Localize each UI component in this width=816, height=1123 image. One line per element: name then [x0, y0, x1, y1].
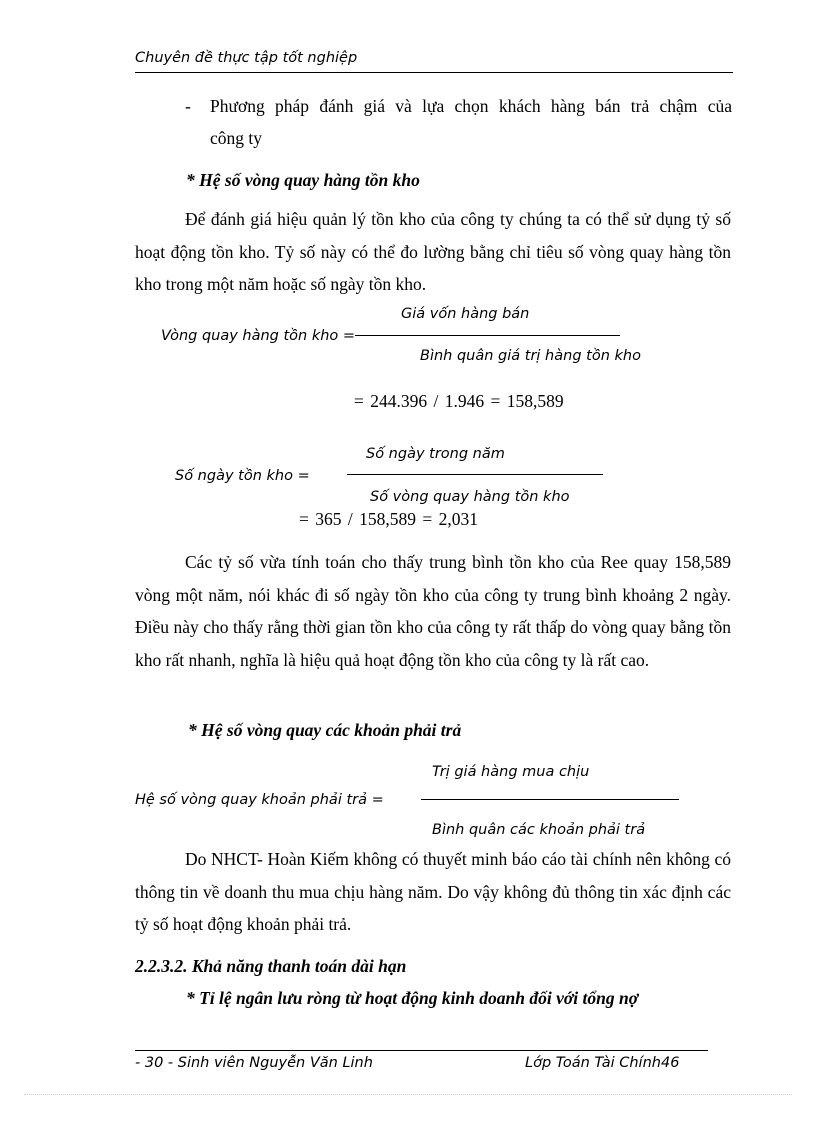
paragraph-inventory-analysis: Các tỷ số vừa tính toán cho thấy trung bình tồn kho của Ree quay 158,589 vòng một năm, nói khác đi số ngày tồn kho của công ty trung bình khoảng 2 ngày. Điều này cho thấy rằng thời gian tồn kho của công ty rất thấp do vòng quay bằng tồn kho rất nhanh, nghĩa là hiệu quả hoạt động tồn kho của công ty là rất cao.	[135, 552, 731, 670]
formula2-numerator: Số ngày trong năm	[366, 446, 505, 462]
formula3-denominator: Bình quân các khoản phải trả	[432, 822, 646, 838]
page-bottom-dotted-border	[24, 1094, 792, 1095]
formula3-numerator: Trị giá hàng mua chịu	[432, 764, 590, 780]
formula2-fraction-line	[347, 474, 603, 475]
footer-rule	[135, 1050, 708, 1051]
section-heading-payables-turnover: * Hệ số vòng quay các khoản phải trả	[188, 720, 462, 740]
section-heading-inventory-turnover: * Hệ số vòng quay hàng tồn kho	[186, 170, 420, 190]
formula1-denominator: Bình quân giá trị hàng tồn kho	[420, 348, 641, 364]
formula1-fraction-line	[355, 335, 620, 336]
section-heading-long-term-solvency: 2.2.3.2. Khả năng thanh toán dài hạn	[135, 956, 407, 976]
bullet-dash: -	[185, 96, 191, 116]
formula2-denominator: Số vòng quay hàng tồn kho	[370, 489, 570, 505]
formula2-result: = 365 / 158,589 = 2,031	[299, 509, 478, 529]
formula2-label: Số ngày tồn kho =	[175, 468, 310, 484]
formula3-label: Hệ số vòng quay khoản phải trả =	[135, 792, 384, 808]
footer-right: Lớp Toán Tài Chính46	[525, 1055, 680, 1071]
page-header	[135, 50, 733, 73]
formula1-result: = 244.396 / 1.946 = 158,589	[354, 391, 564, 411]
paragraph-payables-note: Do NHCT- Hoàn Kiếm không có thuyết minh báo cáo tài chính nên không có thông tin về doanh thu mua chịu hàng năm. Do vậy không đủ thông tin xác định các tỷ số hoạt động khoản phải trả.	[135, 849, 731, 934]
paragraph-inventory-intro: Để đánh giá hiệu quản lý tồn kho của công ty chúng ta có thể sử dụng tỷ số hoạt động tồn kho. Tỷ số này có thể đo lường bằng chỉ tiêu số vòng quay hàng tồn kho trong một năm hoặc số ngày tồn kho.	[135, 209, 731, 294]
header-title: Chuyên đề thực tập tốt nghiệp	[135, 50, 358, 66]
bullet-text-line1: Phương pháp đánh giá và lựa chọn khách hàng bán trả chậm của	[210, 96, 732, 116]
formula1-numerator: Giá vốn hàng bán	[401, 306, 530, 322]
footer-left: - 30 - Sinh viên Nguyễn Văn Linh	[135, 1055, 373, 1071]
formula1-label: Vòng quay hàng tồn kho =	[161, 328, 356, 344]
section-heading-net-cashflow-ratio: * Tỉ lệ ngân lưu ròng từ hoạt động kinh doanh đối với tổng nợ	[186, 988, 639, 1008]
bullet-text-line2: công ty	[210, 128, 263, 148]
formula3-fraction-line	[421, 799, 679, 800]
